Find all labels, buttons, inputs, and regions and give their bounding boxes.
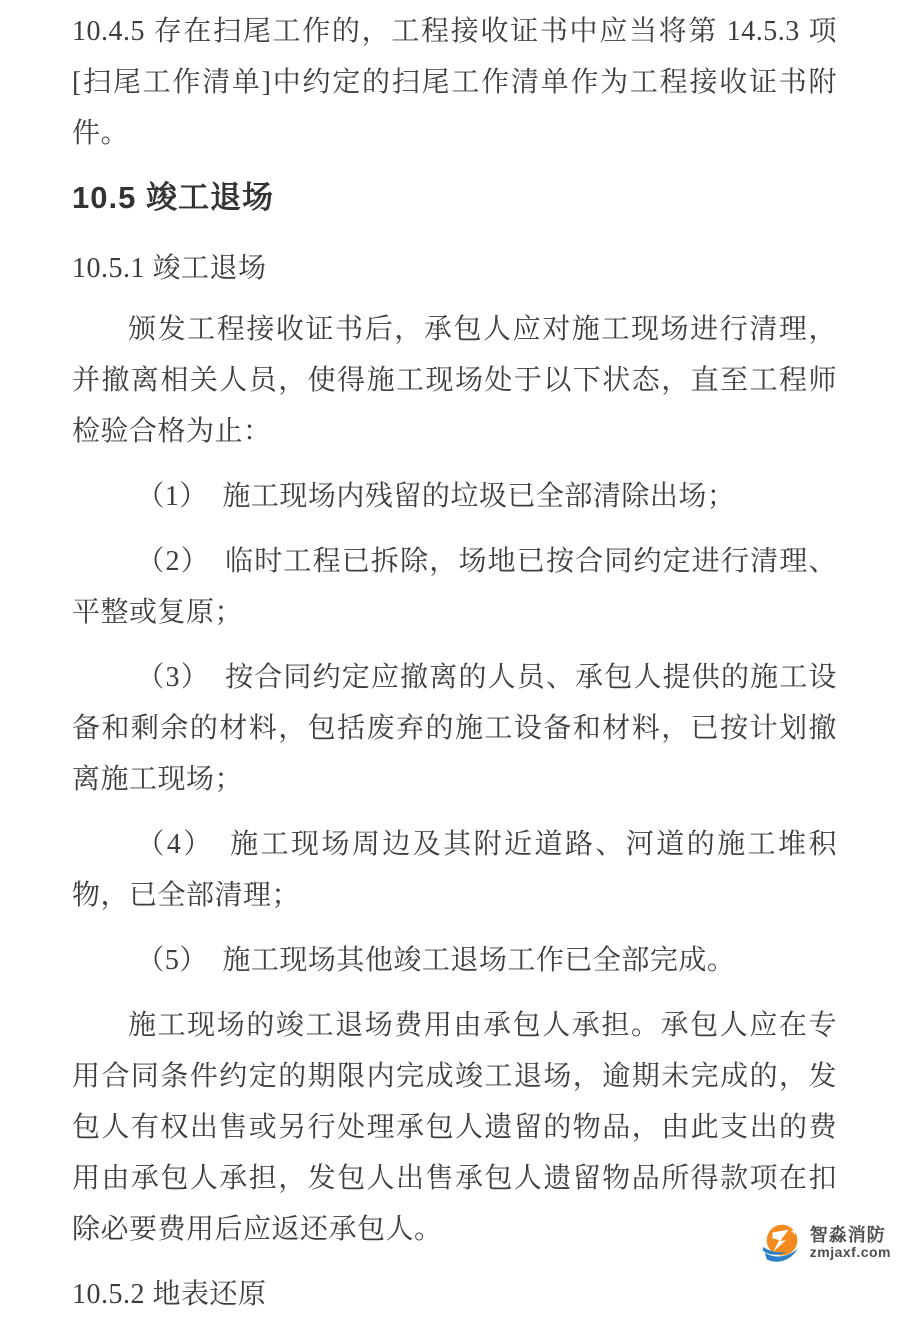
list-item-5: （5） 施工现场其他竣工退场工作已全部完成。 (136, 945, 736, 976)
section-heading-10-5: 10.5 竣工退场 (72, 180, 274, 215)
subheading-10-5-2: 10.5.2 地表还原 (72, 1279, 267, 1310)
clause-10-4-5: 10.4.5 存在扫尾工作的，工程接收证书中应当将第 14.5.3 项[扫尾工作清单]中约定的扫尾工作清单作为工程接收证书附件。 (72, 16, 837, 149)
paragraph-site-clearing-intro: 颁发工程接收证书后，承包人应对施工现场进行清理，并撤离相关人员，使得施工现场处于以下状态，直至工程师检验合格为止： (72, 314, 837, 447)
subheading-10-5-1: 10.5.1 竣工退场 (72, 253, 267, 284)
paragraph-exit-costs: 施工现场的竣工退场费用由承包人承担。承包人应在专用合同条件约定的期限内完成竣工退场，逾期未完成的，发包人有权出售或另行处理承包人遗留的物品，由此支出的费用由承包人承担，发包人出售承包人遗留物品所得款项在扣除必要费用后应返还承包人。 (72, 1010, 837, 1245)
list-item-1: （1） 施工现场内残留的垃圾已全部清除出场； (136, 481, 736, 512)
watermark-website: zmjaxf.com (809, 1244, 891, 1261)
watermark-brand-name: 智淼消防 (809, 1225, 886, 1246)
zhimiao-fire-logo-icon (760, 1220, 806, 1266)
watermark (760, 1220, 891, 1266)
list-item-4: （4） 施工现场周边及其附近道路、河道的施工堆积物，已全部清理； (72, 829, 837, 911)
list-item-2: （2） 临时工程已拆除，场地已按合同约定进行清理、平整或复原； (72, 546, 837, 628)
list-item-3: （3） 按合同约定应撤离的人员、承包人提供的施工设备和剩余的材料，包括废弃的施工设备和材料，已按计划撤离施工现场； (72, 662, 837, 795)
